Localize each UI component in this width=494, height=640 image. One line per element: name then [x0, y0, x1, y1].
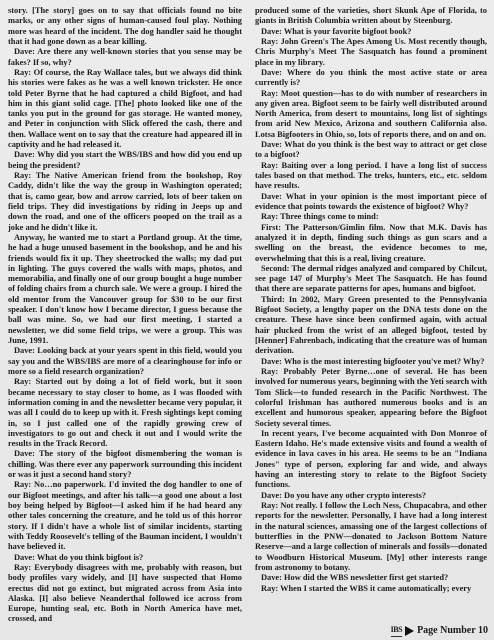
paragraph: Dave: What is your favorite bigfoot book? [261, 26, 412, 36]
paragraph: Ray: Baiting over a long period. I have a long list of success tales based on that method. The treks, hunters, etc., etc. seldom have results. [255, 160, 487, 191]
paragraph: Third: In 2002, Mary Green presented to the Pennsylvania Bigfoot Society, a lengthy paper on the DNA tests done on the creature. These have since been confirmed again, with actual hair plucked from the wrist of an alleged bigfoot, tested by [Henner] Fahrenbach, indicating that the creature was of human derivation. [255, 294, 487, 356]
paragraph: Ray: Of course, the Ray Wallace tales, but we always did think his stories were fakes as he was a well known trickster. He once told Peter Byrne that he had captured a child Bigfoot, and had him in this giant solid cage. [The] photo looked like one of the tanks you put in the ground for gas storage. He wanted money, and Peter in conjunction with Slick offered the cash, there and then. Wallace went on to say that the creature had appeared ill in captivity and he had released it. [8, 67, 242, 150]
paragraph: Dave: Looking back at your years spent in this field, would you say you and the WBS/IBS are more of a clearinghouse for info or more so a field research organization? [8, 346, 242, 376]
paragraph: Ray: John Green's The Apes Among Us. Most recently though, Chris Murphy's Meet The Sasquatch has found a prominent place in my library. [255, 36, 487, 67]
arrow-right-icon [405, 626, 414, 636]
paragraph: Ray: Everybody disagrees with me, probably with reason, but body profiles vary widely, and [I] have suspected that Homo erectus did not go extinct, but migrated across from Asia into Alaska. [I] also believe Neanderthal followed ice across from Europe, hunting seal, etc. Both in North America have met, crossed, and [8, 562, 242, 624]
paragraph: Ray: Probably Peter Byrne…one of several. He has been involved for numerous years, beginning with the Yeti search with Tom Slick—to funded research in the Pacific Northwest. The colorful Irishman has authored numerous books and is an excellent and humorous speaker, appearing before the Bigfoot Society several times. [255, 366, 487, 428]
paragraph: Dave: Do you have any other crypto interests? [261, 490, 427, 500]
paragraph: Ray: Three things come to mind: [261, 212, 379, 222]
paragraph: Dave: Where do you think the most active state or area currently is? [255, 67, 487, 88]
ibs-logo: IBS [391, 624, 402, 637]
paragraph: Dave: What do you think bigfoot is? [14, 552, 144, 562]
paragraph: Dave: Who is the most interesting bigfooter you've met? Why? [261, 356, 485, 366]
paragraph: Ray: The Native American friend from the bookshop, Roy Caddy, didn't like the way the group in Washington operated; that is, camo gear, bow and arrow carried, lots of beer taken on field trips. They did investigations by riding in Jeeps up and down the road, and one of the officers pooped on the trail as a joke and he didn't like it. [8, 171, 242, 232]
page-footer [391, 624, 488, 637]
paragraph: Ray: Started out by doing a lot of field work, but it soon became necessary to stay closer to home, as I was flooded with information coming in and the newsletter became very popular, it was all I could do to keep up with it. Fresh sightings kept coming in, so I just called one of the rapidly growing crew of investigators to go out and check it out and I would write the results in the Track Record. [8, 377, 242, 449]
paragraph: Dave: What do you think is the best way to attract or get close to a bigfoot? [255, 140, 487, 160]
paragraph: Dave: The story of the bigfoot dismembering the woman is chilling. Was there ever any paperwork surrounding this incident or was it just a second hand story? [8, 449, 242, 480]
right-column [255, 6, 487, 594]
paragraph: Ray: Moot question—has to do with number of researchers in any given area. Bigfoot seem to be fairly well distributed around North America, from desert to mountains, long list of sightings from arid New Mexico, Arizona and southern California also. Lotsa Bigfooters in Ohio, so, lots of reports there, and on and on. [255, 88, 487, 139]
paragraph: Ray: When I started the WBS it came automatically; every [261, 583, 472, 593]
paragraph: Anyway, he wanted me to start a Portland group. At the time, he had a huge unused basement in the bookshop, and he and his friends would fix it up. They sheetrocked the walls; my dad put in lighting. The guys covered the walls with maps, photos, and memorabilia, and finally one of our group bought a huge number of folding chairs from a church sale. We were a group. I hired the old mentor from the Vancouver group for $30 to be our first speaker. I don't know how I became director, I guess because the ball was mine. So, we had our first meeting, I started a newsletter, we did some field trips, we were a group. This was June, 1991. [8, 232, 242, 345]
paragraph: Dave: What in your opinion is the most important piece of evidence that points towards the existence of bigfoot? Why? [255, 191, 487, 211]
paragraph: Dave: How did the WBS newsletter first get started? [261, 573, 449, 583]
left-column [8, 6, 242, 625]
paragraph: Ray: No…no paperwork. I'd invited the dog handler to one of our Bigfoot meetings, and after his talk—a good one about a lost boy being helped by Bigfoot—I asked him if he had heard any other tales concerning the creature, and he told us of this horror story. If I didn't have a whole list of similar incidents, starting with Teddy Roosevelt's telling of the Bauman incident, I wouldn't have believed it. [8, 480, 242, 552]
paragraph: story. [The story] goes on to say that officials found no bite marks, or any other signs of human-caused foul play. Nothing more was heard of the incident. The dog handler said he thought that it had gone down as a bear killing. [8, 6, 242, 46]
paragraph: produced some of the varieties, short Skunk Ape of Florida, to giants in British Columbia written about by Steenburg. [255, 6, 487, 26]
paragraph: In recent years, I've become acquainted with Don Monroe of Eastern Idaho. He's made extensive visits and found a wealth of evidence in lava caves in his area. He seems to be an "Indiana Jones" type of person, exploring far and wide, and always having an interesting story to relate to the Bigfoot Society functions. [255, 428, 487, 490]
paragraph: First: The Patterson/Gimlin film. Now that M.K. Davis has analyzed it in depth, finding such things as gun scars and a swelling on the breast, the evidence becomes to me, overwhelming that this is a real, living creature. [255, 222, 487, 263]
paragraph: Second: The dermal ridges analyzed and compared by Chilcut, see page 147 of Murphy's Meet The Sasquatch. He has found that there are separate patterns for apes, humans and bigfoot. [255, 263, 487, 294]
paragraph: Dave: Why did you start the WBS/IBS and how did you end up being the president? [8, 150, 242, 170]
paragraph: Dave: Are there any well-known stories that you sense may be fakes? If so, why? [8, 47, 242, 67]
page-number: Page Number 10 [417, 624, 488, 636]
paragraph: Ray: Not really. I follow the Loch Ness, Chupacabra, and other reports for the newsletter. Personally, I have had a long interest in the natural sciences, amassing one of the largest collections of butterflies in the PNW—donated to Jackson Bottom Nature Reserve—and a large collection of minerals and fossils—donated to Woodburn Historical Museum. [My] other interests range from astronomy to botany. [255, 501, 487, 572]
